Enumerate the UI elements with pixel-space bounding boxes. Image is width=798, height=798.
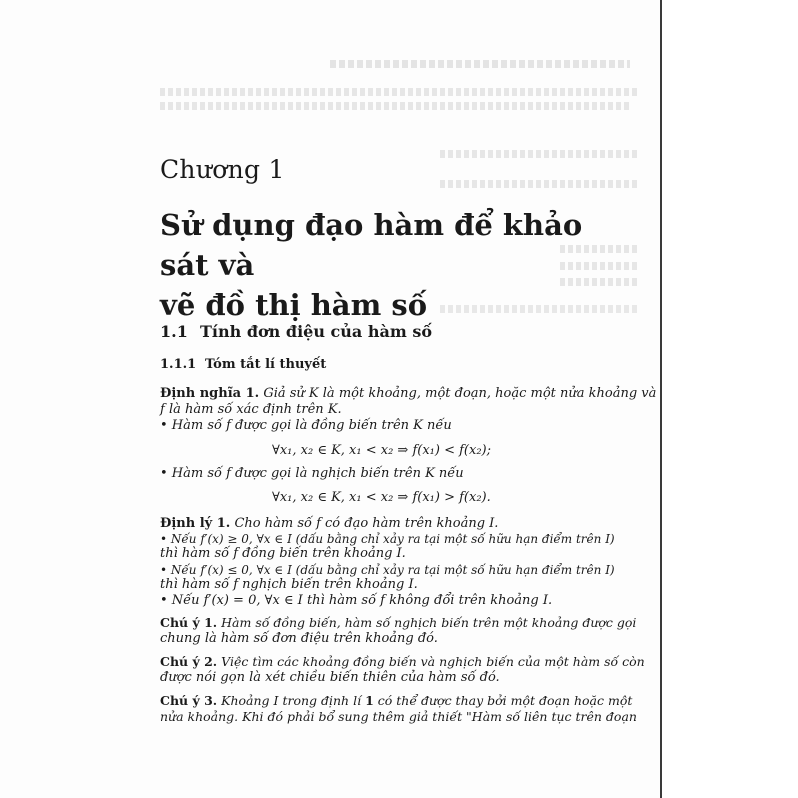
note-label: Chú ý 2. bbox=[160, 654, 218, 669]
chapter-label: Chương 1 bbox=[160, 155, 285, 184]
note-label: Chú ý 3. bbox=[160, 693, 218, 708]
definition-text: Giả sử K là một khoảng, một đoạn, hoặc một nửa khoảng và bbox=[263, 386, 657, 401]
section-heading bbox=[160, 322, 432, 341]
note-line bbox=[160, 693, 632, 709]
subsection-title: Tóm tắt lí thuyết bbox=[205, 357, 327, 372]
note-line: chung là hàm số đơn điệu trên khoảng đó. bbox=[160, 631, 438, 646]
theorem-line: thì hàm số f đồng biến trên khoảng I. bbox=[160, 546, 406, 561]
subsection-number: 1.1.1 bbox=[160, 357, 197, 372]
chapter-title-line-1: Sử dụng đạo hàm để khảo sát và bbox=[160, 208, 583, 282]
scan-margin bbox=[662, 0, 798, 798]
definition-line bbox=[160, 386, 656, 402]
theorem-line bbox=[160, 516, 498, 532]
theorem-bullet: • Nếu f′(x) ≥ 0, ∀x ∈ I (dấu bằng chỉ xảy ra tại một số hữu hạn điểm trên I) bbox=[160, 532, 615, 546]
bleed-through-line bbox=[330, 60, 630, 68]
subsection-heading bbox=[160, 357, 326, 372]
section-title: Tính đơn điệu của hàm số bbox=[200, 322, 433, 341]
note-text: Khoảng I trong định lí bbox=[221, 693, 362, 708]
theorem-text: Cho hàm số f có đạo hàm trên khoảng I. bbox=[234, 516, 499, 531]
note-line: nửa khoảng. Khi đó phải bổ sung thêm giả thiết "Hàm số liên tục trên đoạn bbox=[160, 709, 637, 724]
theorem-reference: 1 bbox=[365, 693, 374, 708]
definition-line: f là hàm số xác định trên K. bbox=[160, 402, 342, 417]
note-label: Chú ý 1. bbox=[160, 615, 218, 630]
theorem-bullet: • Nếu f′(x) = 0, ∀x ∈ I thì hàm số f không đổi trên khoảng I. bbox=[160, 593, 553, 608]
formula-increasing: ∀x₁, x₂ ∈ K, x₁ < x₂ ⇒ f(x₁) < f(x₂); bbox=[272, 443, 491, 458]
bleed-through-line bbox=[160, 88, 640, 96]
definition-bullet: • Hàm số f được gọi là đồng biến trên K nếu bbox=[160, 418, 452, 433]
definition-label: Định nghĩa 1. bbox=[160, 386, 260, 401]
theorem-bullet: • Nếu f′(x) ≤ 0, ∀x ∈ I (dấu bằng chỉ xảy ra tại một số hữu hạn điểm trên I) bbox=[160, 563, 615, 577]
note-line: được nói gọn là xét chiều biến thiên của hàm số đó. bbox=[160, 670, 500, 685]
note-text: Việc tìm các khoảng đồng biến và nghịch biến của một hàm số còn bbox=[221, 654, 645, 669]
bleed-through-line bbox=[160, 102, 630, 110]
note-text: có thể được thay bởi một đoạn hoặc một bbox=[377, 693, 633, 708]
formula-decreasing: ∀x₁, x₂ ∈ K, x₁ < x₂ ⇒ f(x₁) > f(x₂). bbox=[272, 490, 491, 505]
note-text: Hàm số đồng biến, hàm số nghịch biến trên một khoảng được gọi bbox=[221, 615, 637, 630]
note-line bbox=[160, 654, 645, 670]
theorem-label: Định lý 1. bbox=[160, 516, 231, 531]
bleed-through-line bbox=[440, 150, 640, 158]
bleed-through-line bbox=[440, 180, 640, 188]
chapter-title bbox=[160, 205, 640, 325]
theorem-line: thì hàm số f nghịch biến trên khoảng I. bbox=[160, 577, 418, 592]
section-number: 1.1 bbox=[160, 322, 188, 341]
note-line bbox=[160, 615, 636, 631]
definition-bullet: • Hàm số f được gọi là nghịch biến trên K nếu bbox=[160, 466, 464, 481]
chapter-title-line-2: vẽ đồ thị hàm số bbox=[160, 288, 428, 322]
